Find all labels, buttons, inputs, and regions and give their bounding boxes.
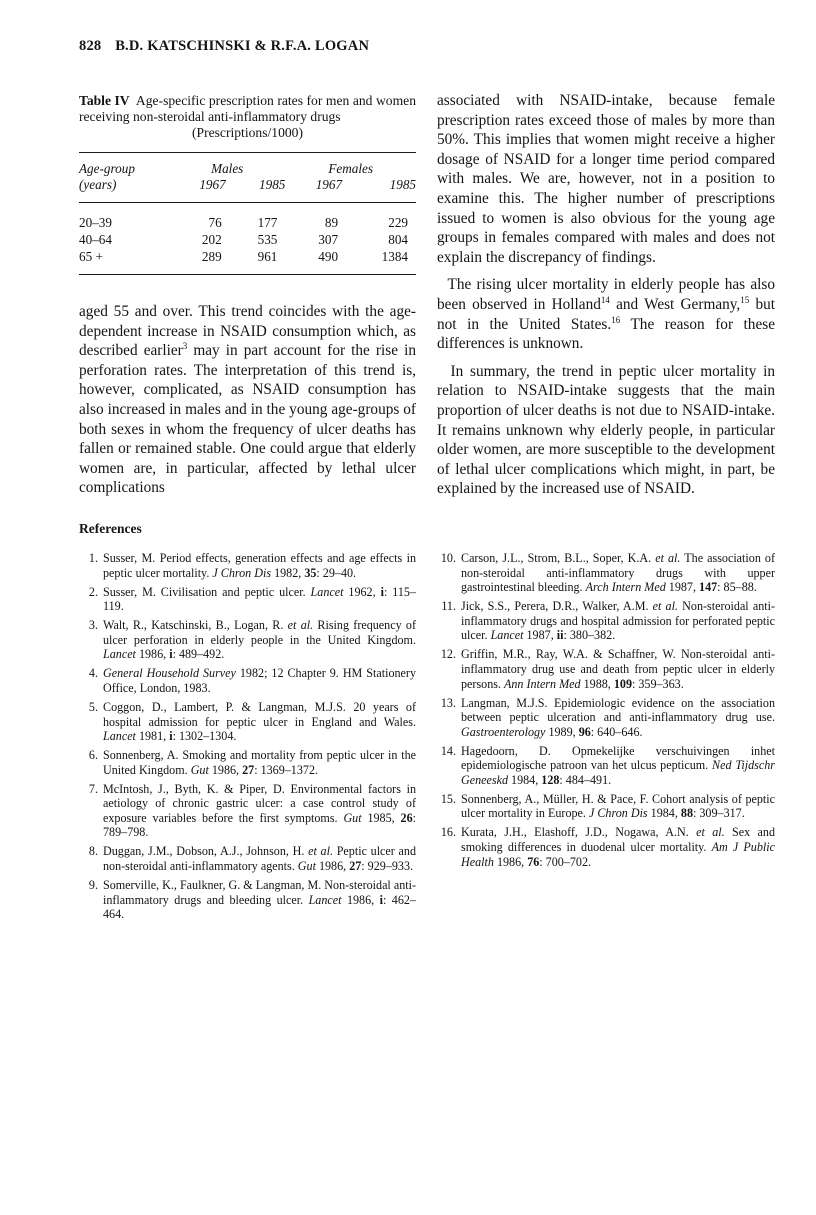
text-run: and West Germany, — [609, 295, 741, 313]
running-header-authors: B.D. KATSCHINSKI & R.F.A. LOGAN — [115, 38, 370, 54]
references-list-right — [437, 551, 775, 874]
cell-value: 961 — [257, 249, 278, 264]
cell-value: 177 — [257, 215, 278, 230]
col-header-year: 1985 — [389, 177, 416, 192]
table-row — [79, 248, 416, 274]
col-group-males: Males — [211, 161, 244, 176]
reference-number: 15. — [440, 791, 456, 806]
prescription-rates-table — [79, 152, 416, 275]
table-caption-units: (Prescriptions/1000) — [191, 125, 303, 140]
reference-number: 9. — [88, 878, 98, 892]
reference-text: Susser, M. Civilisation and peptic ulcer. Lancet 1962, i: 115–119. — [103, 584, 416, 614]
col-header-year: 1967 — [315, 177, 343, 192]
paragraph — [79, 302, 416, 498]
reference-item — [79, 551, 416, 580]
table-iv-block — [79, 93, 416, 275]
reference-number: 7. — [88, 781, 98, 796]
reference-item — [79, 748, 416, 777]
cell-value: 76 — [208, 215, 222, 230]
reference-number: 14. — [440, 743, 456, 758]
references-heading: References — [79, 521, 142, 536]
reference-item — [437, 551, 775, 595]
reference-text: Walt, R., Katschinski, B., Logan, R. et al. Rising frequency of ulcer perforation in elderly people in the United Kingdom. Lancet 1986, i: 489–492. — [103, 618, 417, 662]
reference-text: Sonnenberg, A., Müller, H. & Pace, F. Cohort analysis of peptic ulcer mortality in Europe. J Chron Dis 1984, 88: 309–317. — [461, 791, 775, 821]
reference-item — [79, 782, 416, 840]
citation: 14 — [600, 294, 610, 305]
text-run: The rising ulcer mortality in elderly people has also been observed in Holland — [437, 276, 775, 313]
reference-item — [79, 878, 416, 922]
reference-item — [79, 585, 416, 614]
cell-value: 229 — [388, 215, 408, 230]
reference-number: 8. — [88, 844, 98, 859]
table-row — [79, 231, 416, 248]
reference-text: Carson, J.L., Strom, B.L., Soper, K.A. et al. The association of non-steroidal anti-inflammatory drugs with upper gastrointestinal bleeding. Arch Intern Med 1987, 147: 85–88. — [461, 551, 775, 595]
text-run: aged 55 and over. This trend coincides with the age-dependent increase in NSAID consumption which, as described earlier — [79, 303, 416, 360]
reference-text: McIntosh, J., Byth, K. & Piper, D. Environmental factors in aetiology of chronic gastric ulcer: a case control study of exposure variables before the first symptoms. Gut 1985, 26: 789–798. — [103, 781, 416, 840]
cell-age-group: 40–64 — [79, 232, 112, 247]
reference-item — [437, 599, 775, 643]
reference-item — [437, 744, 775, 788]
reference-number: 2. — [88, 584, 98, 599]
cell-age-group: 65 + — [79, 249, 103, 264]
reference-number: 3. — [88, 618, 98, 633]
cell-value: 1384 — [381, 249, 408, 264]
paragraph: associated with NSAID-intake, because female prescription rates exceed those of males by more than 50%. This implies that women might receive a higher dosage of NSAID for a longer time period compared with males. We are, however, not in a position to examine this. The higher number of prescriptions issued to women is also obvious for the young age groups in females compared with males and does not explain the discrepancy of findings. — [437, 92, 775, 266]
reference-number: 1. — [88, 551, 98, 565]
left-column-text — [79, 302, 416, 498]
citation: 3 — [182, 341, 188, 352]
col-group-females: Females — [328, 161, 374, 176]
right-column-text — [437, 91, 775, 499]
table-caption — [79, 93, 416, 141]
reference-text: Kurata, J.H., Elashoff, J.D., Nogawa, A.N. et al. Sex and smoking differences in duodenal ulcer mortality. Am J Public Health 1986, 76: 700–702. — [461, 825, 775, 869]
reference-item — [437, 696, 775, 740]
reference-text: Langman, M.J.S. Epidemiologic evidence on the association between peptic ulceration and anti-inflammatory drug use. Gastroenterology 1989, 96: 640–646. — [461, 695, 775, 739]
cell-age-group: 20–39 — [79, 215, 112, 230]
citation: 16 — [611, 314, 621, 325]
reference-text: Hagedoorn, D. Opmekelijke verschuivingen inhet epidemiologische patroon van het ulcus pepticum. Ned Tijdschr Geneeskd 1984, 128: 484–491. — [461, 743, 775, 787]
cell-value: 804 — [388, 232, 408, 247]
text-run: but not in the United States. — [437, 295, 776, 333]
reference-number: 4. — [88, 666, 98, 681]
table-row — [79, 203, 416, 232]
reference-item — [437, 647, 775, 691]
reference-number: 12. — [440, 647, 456, 662]
reference-text: Jick, S.S., Perera, D.R., Walker, A.M. et al. Non-steroidal anti-inflammatory drugs and hospital admission for perforated peptic ulcer. Lancet 1987, ii: 380–382. — [461, 599, 776, 643]
text-run: The reason for these differences is unknown. — [437, 315, 775, 353]
text-run: may in part account for the rise in perforation rates. The interpretation of this trend is, however, complicated, as NSAID consumption has also increased in males and in the young age-groups of both sexes in whom the frequency of ulcer deaths has fallen or remained stable. One could argue that elderly women are, in particular, affected by lethal ulcer complications — [79, 342, 416, 497]
text-run: In summary, the trend in peptic ulcer mortality in relation to NSAID-intake suggests that the main proportion of ulcer deaths is not due to NSAID-intake. It remains unknown why elderly people, in particular older women, are more susceptible to the development of lethal ulcer complications which might, in part, be explained by the increased use of NSAID. — [437, 362, 775, 498]
reference-number: 11. — [441, 599, 456, 614]
reference-text: Susser, M. Period effects, generation effects and age effects in peptic ulcer mortality. J Chron Dis 1982, 35: 29–40. — [103, 551, 416, 580]
reference-number: 10. — [440, 551, 456, 565]
cell-value: 307 — [318, 232, 339, 247]
reference-text: Sonnenberg, A. Smoking and mortality from peptic ulcer in the United Kingdom. Gut 1986, 27: 1369–1372. — [103, 748, 416, 777]
col-header-age: Age-group — [79, 161, 135, 176]
reference-item — [79, 666, 416, 695]
reference-item — [437, 825, 775, 869]
reference-item — [79, 844, 416, 873]
reference-text: Coggon, D., Lambert, P. & Langman, M.J.S. 20 years of hospital admission for peptic ulcer in England and Wales. Lancet 1981, i: 1302–1304. — [103, 699, 416, 744]
paragraph — [437, 362, 775, 499]
reference-number: 16. — [440, 825, 456, 840]
reference-text: Griffin, M.R., Ray, W.A. & Schaffner, W. Non-steroidal anti-inflammatory drug use and death from peptic ulcer in elderly persons. Ann Intern Med 1988, 109: 359–363. — [461, 647, 775, 691]
cell-value: 89 — [324, 215, 339, 230]
cell-value: 289 — [201, 249, 222, 264]
running-header — [79, 38, 369, 55]
cell-value: 202 — [201, 232, 222, 247]
reference-number: 6. — [88, 748, 98, 763]
col-header-year: 1985 — [259, 177, 286, 192]
reference-item — [437, 792, 775, 821]
paragraph — [437, 275, 775, 353]
reference-text: Duggan, J.M., Dobson, A.J., Johnson, H. et al. Peptic ulcer and non-steroidal anti-inflammatory agents. Gut 1986, 27: 929–933. — [103, 844, 417, 874]
cell-value: 490 — [318, 249, 339, 264]
reference-text: General Household Survey 1982; 12 Chapter 9. HM Stationery Office, London, 1983. — [103, 666, 416, 695]
references-list-left — [79, 551, 416, 926]
reference-number: 13. — [440, 695, 456, 710]
reference-item — [79, 618, 416, 662]
page-number: 828 — [79, 38, 102, 54]
reference-number: 5. — [88, 699, 98, 714]
col-header-year: 1967 — [199, 177, 226, 192]
cell-value: 535 — [257, 232, 278, 247]
table-label: Table IV — [79, 93, 130, 108]
citation: 15 — [740, 294, 750, 305]
reference-item — [79, 700, 416, 744]
reference-text: Somerville, K., Faulkner, G. & Langman, M. Non-steroidal anti-inflammatory drugs and bleeding ulcer. Lancet 1986, i: 462–464. — [103, 878, 416, 922]
col-header-age-units: (years) — [79, 177, 117, 192]
table-caption-text: Age-specific prescription rates for men and women receiving non-steroidal anti-inflammatory drugs — [79, 93, 416, 124]
